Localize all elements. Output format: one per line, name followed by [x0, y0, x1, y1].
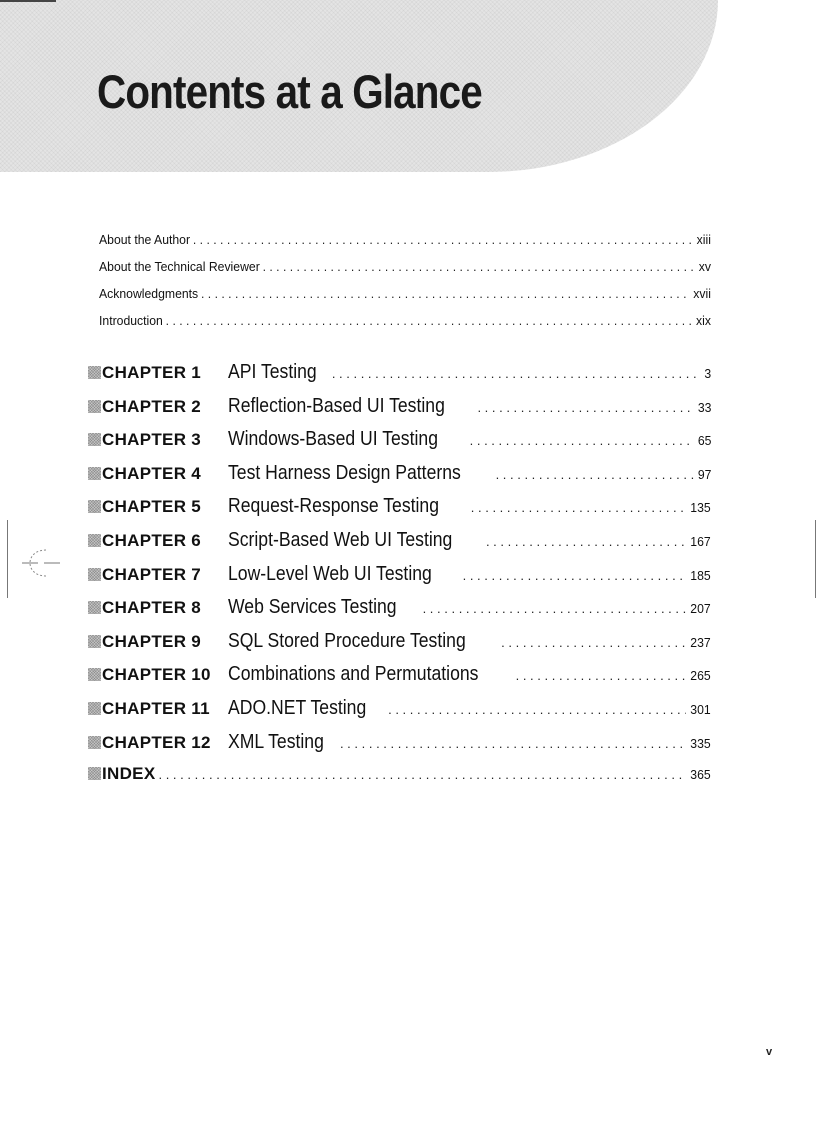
front-matter-list	[99, 232, 711, 340]
dot-leader	[340, 736, 686, 751]
page-number: v	[766, 1046, 773, 1058]
chapter-label	[88, 531, 228, 551]
chapter-title: ADO.NET Testing	[228, 696, 367, 719]
dot-leader	[501, 635, 686, 650]
dot-leader	[332, 366, 701, 381]
left-edge-line	[7, 520, 8, 598]
chapter-number: CHAPTER 9	[102, 631, 202, 651]
chapter-title: Windows-Based UI Testing	[228, 428, 438, 451]
chapter-marker-icon	[88, 702, 101, 715]
front-matter-item[interactable]	[99, 313, 711, 340]
chapter-number: CHAPTER 5	[102, 497, 202, 517]
chapter-item[interactable]	[88, 731, 711, 765]
front-matter-title: About the Technical Reviewer	[99, 259, 260, 274]
chapter-item[interactable]	[88, 395, 711, 429]
front-matter-item[interactable]	[99, 259, 711, 286]
index-marker-icon	[88, 767, 101, 780]
dot-leader	[477, 400, 693, 415]
dot-leader	[201, 286, 690, 301]
front-matter-page: xiii	[696, 232, 711, 247]
chapter-label	[88, 665, 228, 685]
dot-leader	[166, 313, 694, 328]
dot-leader	[516, 668, 687, 683]
chapter-marker-icon	[88, 366, 101, 379]
chapter-title: Low-Level Web UI Testing	[228, 562, 432, 585]
chapter-number: CHAPTER 10	[102, 665, 211, 685]
index-page: 365	[690, 767, 711, 783]
chapter-item[interactable]	[88, 361, 711, 395]
chapter-label	[88, 397, 228, 417]
chapter-number: CHAPTER 6	[102, 530, 202, 550]
chapter-marker-icon	[88, 568, 101, 581]
chapter-page: 65	[697, 433, 711, 449]
chapter-marker-icon	[88, 400, 101, 413]
chapter-page: 167	[690, 533, 711, 549]
chapter-number: CHAPTER 2	[102, 396, 202, 416]
chapter-number: CHAPTER 1	[102, 363, 202, 382]
front-matter-title: Acknowledgments	[99, 286, 199, 301]
chapter-item[interactable]	[88, 462, 711, 496]
chapter-title: Web Services Testing	[228, 596, 397, 619]
dot-leader	[388, 702, 686, 717]
chapter-page: 3	[704, 366, 711, 381]
chapter-marker-icon	[88, 467, 101, 480]
chapter-page: 265	[690, 668, 711, 684]
chapter-label	[88, 598, 228, 618]
chapter-title: Script-Based Web UI Testing	[228, 528, 453, 551]
chapter-label	[88, 733, 228, 753]
chapter-item[interactable]	[88, 563, 711, 597]
chapter-page: 135	[690, 500, 711, 516]
chapter-label	[88, 565, 228, 585]
chapter-title: Combinations and Permutations	[228, 663, 479, 686]
chapter-title: Test Harness Design Patterns	[228, 461, 461, 484]
chapter-item[interactable]	[88, 529, 711, 563]
chapter-number: CHAPTER 12	[102, 732, 211, 752]
index-item[interactable]	[88, 764, 711, 798]
chapter-list	[88, 361, 711, 798]
page-title: Contents at a Glance	[97, 65, 482, 118]
chapter-marker-icon	[88, 534, 101, 547]
chapter-label	[88, 363, 228, 383]
dot-leader	[263, 259, 696, 274]
front-matter-title: Introduction	[99, 313, 163, 328]
front-matter-title: About the Author	[99, 232, 191, 247]
chapter-label	[88, 632, 228, 652]
chapter-marker-icon	[88, 601, 101, 614]
chapter-page: 335	[690, 735, 711, 751]
chapter-page: 207	[690, 601, 711, 617]
chapter-number: CHAPTER 3	[102, 430, 202, 450]
chapter-label	[88, 430, 228, 450]
chapter-page: 237	[690, 634, 711, 650]
chapter-marker-icon	[88, 433, 101, 446]
chapter-title: Reflection-Based UI Testing	[228, 394, 445, 417]
chapter-page: 301	[690, 701, 711, 717]
chapter-label	[88, 699, 228, 719]
chapter-number: CHAPTER 8	[102, 598, 202, 618]
dot-leader	[471, 500, 687, 515]
dot-leader	[470, 433, 694, 448]
dot-leader	[486, 534, 686, 549]
front-matter-item[interactable]	[99, 286, 711, 313]
chapter-title: Request-Response Testing	[228, 495, 440, 518]
dot-leader	[193, 232, 694, 247]
chapter-marker-icon	[88, 635, 101, 648]
chapter-marker-icon	[88, 668, 101, 681]
chapter-page: 97	[697, 466, 711, 482]
chapter-item[interactable]	[88, 630, 711, 664]
dot-leader	[423, 601, 687, 616]
chapter-page: 185	[690, 567, 711, 583]
chapter-page: 33	[697, 399, 711, 415]
chapter-item[interactable]	[88, 596, 711, 630]
chapter-item[interactable]	[88, 428, 711, 462]
chapter-title: XML Testing	[228, 730, 324, 753]
chapter-marker-icon	[88, 736, 101, 749]
chapter-label	[88, 497, 228, 517]
index-heading: INDEX	[102, 764, 156, 784]
chapter-number: CHAPTER 4	[102, 463, 202, 483]
registration-mark-icon	[22, 548, 62, 578]
corner-crop-mark	[0, 0, 56, 2]
chapter-item[interactable]	[88, 495, 711, 529]
chapter-title: API Testing	[228, 361, 317, 383]
front-matter-item[interactable]	[99, 232, 711, 259]
dot-leader	[158, 767, 686, 782]
chapter-item[interactable]	[88, 697, 711, 731]
chapter-number: CHAPTER 11	[102, 698, 210, 718]
dot-leader	[463, 568, 687, 583]
chapter-title: SQL Stored Procedure Testing	[228, 629, 466, 652]
index-label	[88, 764, 155, 784]
front-matter-page: xv	[698, 259, 711, 274]
chapter-item[interactable]	[88, 663, 711, 697]
dot-leader	[496, 467, 694, 482]
front-matter-page: xix	[696, 313, 711, 328]
chapter-number: CHAPTER 7	[102, 564, 202, 584]
chapter-marker-icon	[88, 500, 101, 513]
chapter-label	[88, 464, 228, 484]
front-matter-page: xvii	[693, 286, 711, 301]
